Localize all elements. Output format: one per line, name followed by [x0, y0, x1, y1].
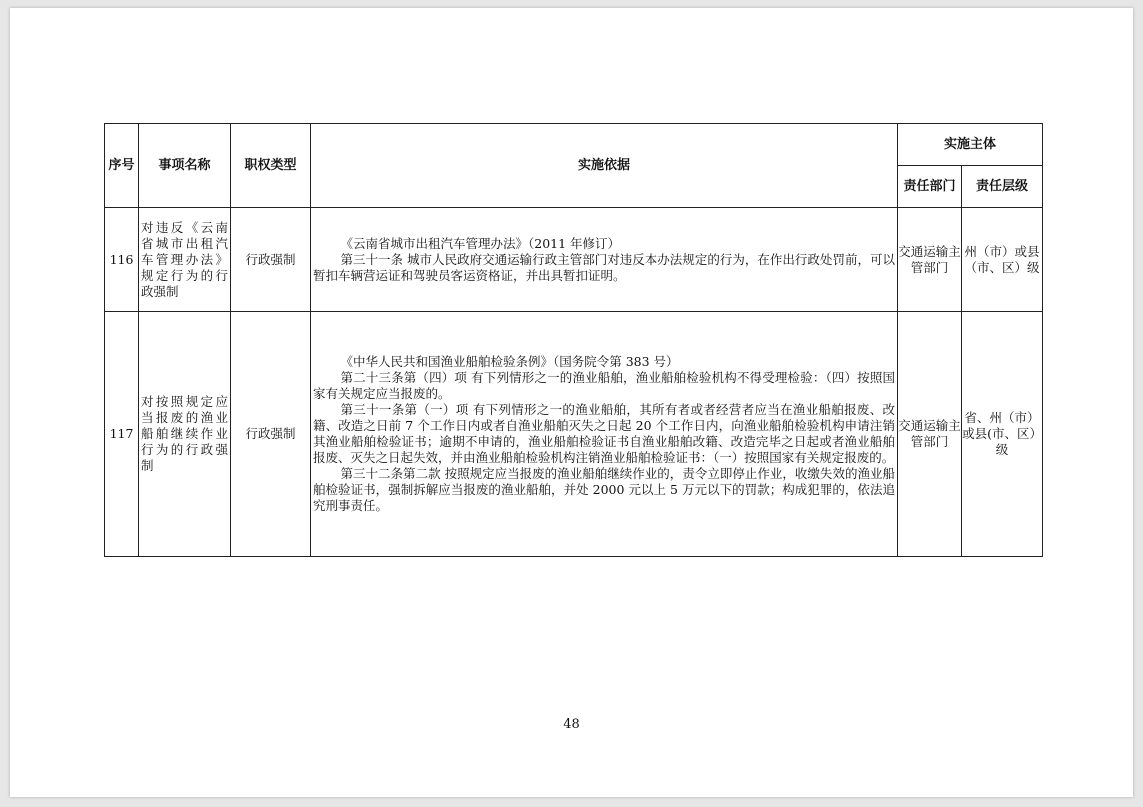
table-row — [105, 208, 1043, 312]
row-basis — [311, 312, 898, 557]
basis-paragraph: 第三十二条第二款 按照规定应当报废的渔业船舶继续作业的，责令立即停止作业，收缴失效的渔业船舶检验证书，强制拆解应当报废的渔业船舶，并处 2000 元以上 5 万元以下的罚款；构成犯罪的，依法追究刑事责任。 — [313, 466, 895, 513]
header-subject: 实施主体 — [898, 124, 1043, 166]
row-dept: 交通运输主管部门 — [898, 312, 962, 557]
row-seq: 116 — [105, 208, 139, 312]
responsibility-table — [104, 123, 1043, 557]
table-row — [105, 312, 1043, 557]
row-item-name: 对违反《云南省城市出租汽车管理办法》规定行为的行政强制 — [139, 208, 231, 312]
basis-paragraph: 第三十一条 城市人民政府交通运输行政主管部门对违反本办法规定的行为，在作出行政处罚前，可以暂扣车辆营运证和驾驶员客运资格证，并出具暂扣证明。 — [313, 251, 895, 283]
basis-paragraph: 《中华人民共和国渔业船舶检验条例》（国务院令第 383 号） — [340, 354, 679, 369]
row-power-type: 行政强制 — [231, 208, 311, 312]
row-seq: 117 — [105, 312, 139, 557]
document-page — [10, 8, 1133, 797]
basis-paragraph: 第二十三条第（四）项 有下列情形之一的渔业船舶，渔业船舶检验机构不得受理检验：（四）按照国家有关规定应当报废的。 — [313, 370, 895, 401]
header-level: 责任层级 — [962, 166, 1043, 208]
row-basis — [311, 208, 898, 312]
row-power-type: 行政强制 — [231, 312, 311, 557]
row-item-name: 对按照规定应当报废的渔业船舶继续作业行为的行政强制 — [139, 312, 231, 557]
page-number: 48 — [563, 717, 580, 732]
basis-paragraph: 第三十一条第（一）项 有下列情形之一的渔业船舶，其所有者或者经营者应当在渔业船舶报废、改籍、改造之日前 7 个工作日内或者自渔业船舶灭失之日起 20 个工作日内，向渔业船舶检验机构申请注销其渔业船舶检验证书；逾期不申请的，渔业船舶检验证书自渔业船舶改籍、改造完毕之日起或者渔业船舶报废、灭失之日起失效，并由渔业船舶检验机构注销渔业船舶检验证书：（一）按照国家有关规定报废的。 — [313, 402, 895, 465]
row-dept: 交通运输主管部门 — [898, 208, 962, 312]
header-item-name: 事项名称 — [139, 124, 231, 208]
header-seq: 序号 — [105, 124, 139, 208]
header-power-type: 职权类型 — [231, 124, 311, 208]
basis-paragraph: 《云南省城市出租汽车管理办法》（2011 年修订） — [340, 235, 621, 251]
header-dept: 责任部门 — [898, 166, 962, 208]
header-basis: 实施依据 — [311, 124, 898, 208]
row-level: 州（市）或县（市、区）级 — [962, 208, 1043, 312]
row-level: 省、州（市）或县(市、区）级 — [962, 312, 1043, 557]
